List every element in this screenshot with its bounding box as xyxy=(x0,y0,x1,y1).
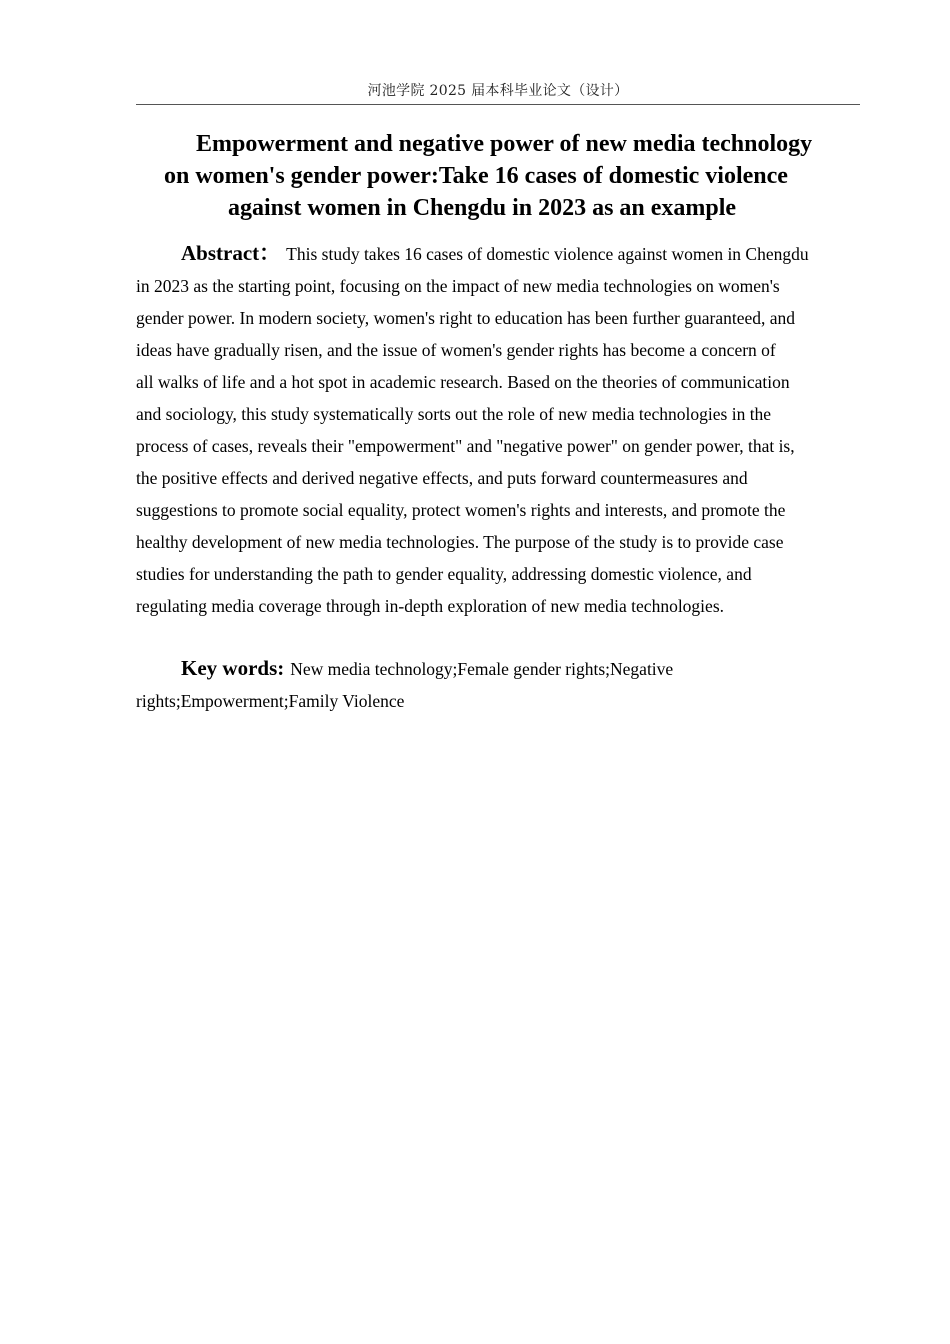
abstract-text: This study takes 16 cases of domestic violence against women in Chengdu xyxy=(286,244,809,264)
keywords-text: New media technology;Female gender rights;Negative xyxy=(290,659,674,679)
abstract-text: and sociology, this study systematically sorts out the role of new media technologies in the xyxy=(136,404,772,424)
keywords-text: rights;Empowerment;Family Violence xyxy=(136,691,405,711)
paper-title xyxy=(136,128,896,224)
abstract xyxy=(136,237,862,622)
running-header: 河池学院 2025 届本科毕业论文（设计） xyxy=(367,83,629,99)
abstract-text: gender power. In modern society, women's right to education has been further guaranteed, and xyxy=(136,308,796,328)
abstract-text: ideas have gradually risen, and the issue of women's gender rights has become a concern of xyxy=(136,340,776,360)
abstract-text: studies for understanding the path to gender equality, addressing domestic violence, and xyxy=(136,564,752,584)
keywords-label: Key words: xyxy=(181,656,285,680)
abstract-text: all walks of life and a hot spot in academic research. Based on the theories of communication xyxy=(136,372,790,392)
abstract-text: suggestions to promote social equality, protect women's rights and interests, and promote the xyxy=(136,500,786,520)
abstract-text: regulating media coverage through in-depth exploration of new media technologies. xyxy=(136,596,725,616)
abstract-first-line xyxy=(136,237,862,270)
title-line: on women's gender power:Take 16 cases of domestic violence xyxy=(164,163,788,189)
abstract-text: the positive effects and derived negative effects, and puts forward countermeasures and xyxy=(136,468,748,488)
keywords xyxy=(136,652,862,717)
abstract-text: in 2023 as the starting point, focusing on the impact of new media technologies on women's xyxy=(136,276,780,296)
header-rule xyxy=(136,104,860,105)
keywords-first-line xyxy=(136,652,862,685)
abstract-label: Abstract： xyxy=(181,241,281,265)
abstract-text: healthy development of new media technologies. The purpose of the study is to provide case xyxy=(136,532,784,552)
title-line: against women in Chengdu in 2023 as an example xyxy=(228,195,737,221)
title-line: Empowerment and negative power of new media technology xyxy=(196,131,813,157)
abstract-text: process of cases, reveals their "empowerment" and "negative power" on gender power, that is, xyxy=(136,436,795,456)
